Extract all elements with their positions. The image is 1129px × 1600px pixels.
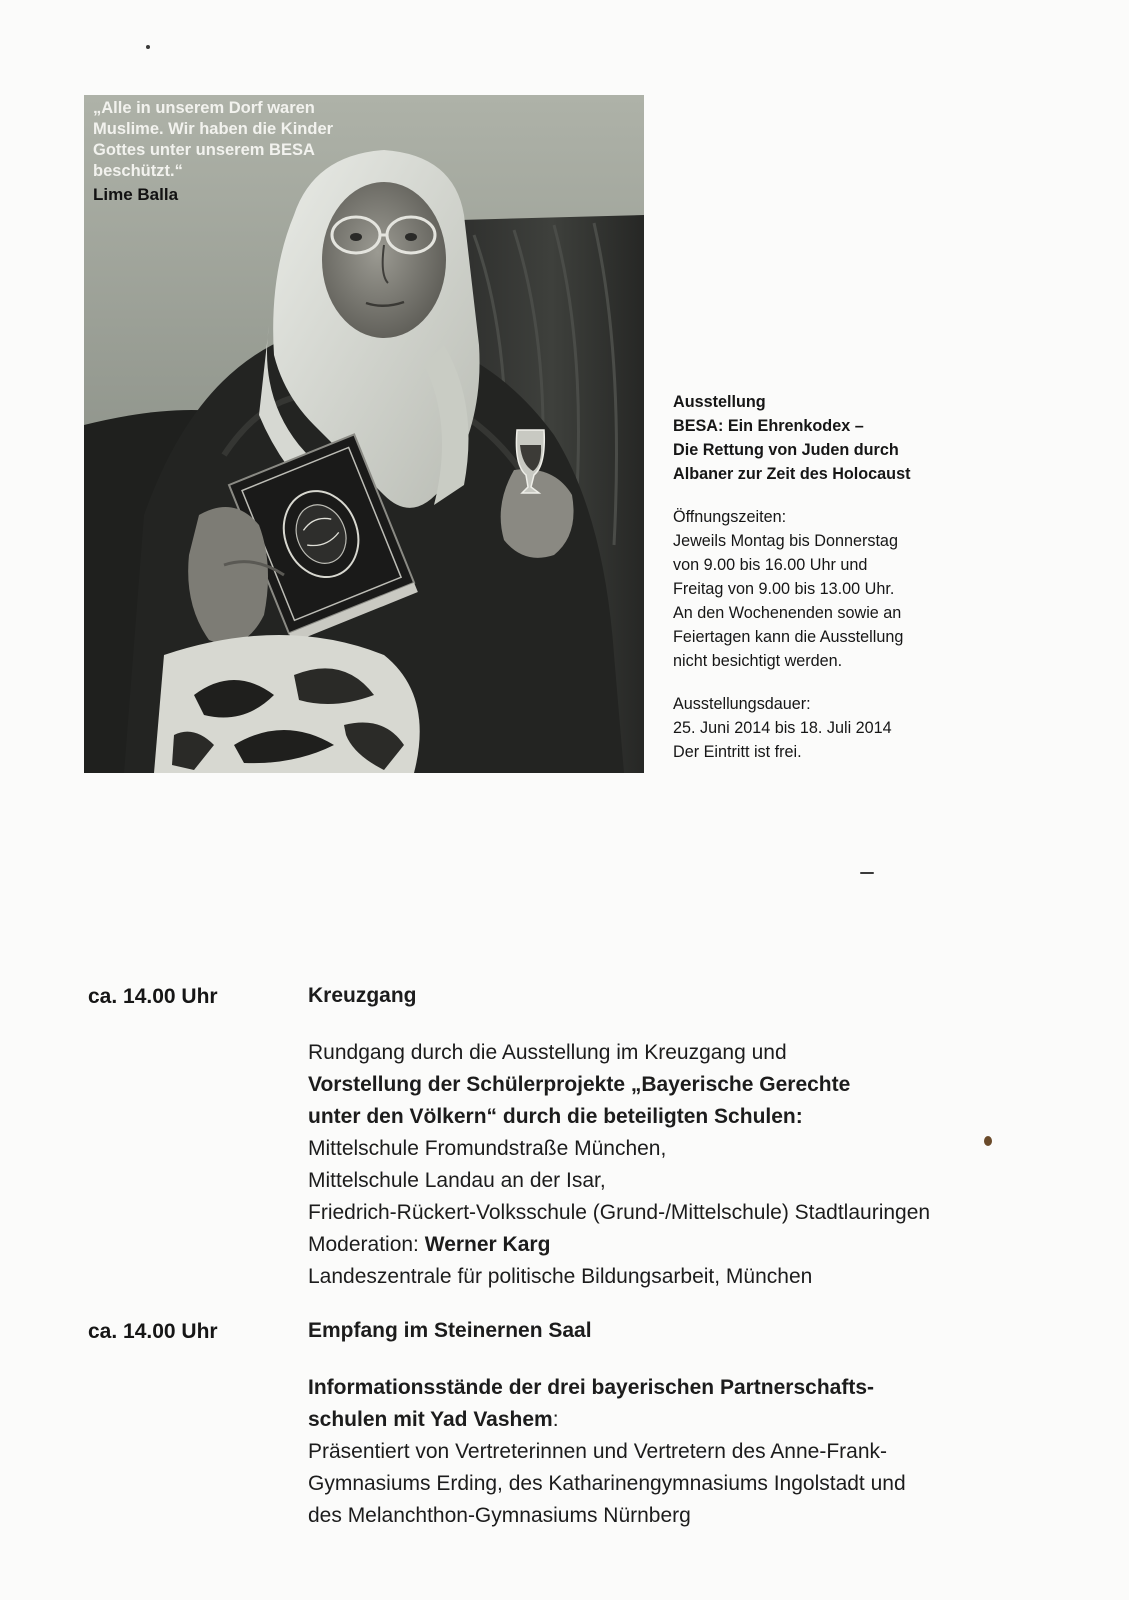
program-school-1: Mittelschule Fromundstraße München, xyxy=(308,1137,667,1160)
program-school-3: Friedrich-Rückert-Volksschule (Grund-/Mittelschule) Stadtlauringen xyxy=(308,1201,931,1224)
moderation-label: Moderation: xyxy=(308,1233,419,1256)
scan-speck xyxy=(146,45,150,49)
moderator-name: Werner Karg xyxy=(424,1233,551,1256)
exhibition-duration: Ausstellungsdauer: 25. Juni 2014 bis 18. Juli 2014 Der Eintritt ist frei. xyxy=(673,695,892,761)
exhibition-title: Ausstellung BESA: Ein Ehrenkodex – Die Rettung von Juden durch Albaner zur Zeit des Holocaust xyxy=(673,393,911,483)
program-heading-2 xyxy=(308,1315,1098,1347)
program-details-2 xyxy=(308,1372,1098,1532)
program-projects-line-2: unter den Völkern“ durch die beteiligten Schulen: xyxy=(308,1105,803,1128)
program-intro: Rundgang durch die Ausstellung im Kreuzgang und xyxy=(308,1041,787,1064)
program-presenters-2: Gymnasiums Erding, des Katharinengymnasiums Ingolstadt und xyxy=(308,1472,906,1495)
program-info-line-2-text: schulen mit Yad Vashem xyxy=(308,1408,553,1431)
program-info-line-2 xyxy=(308,1404,1098,1436)
scan-speck xyxy=(860,872,874,874)
program-info-line-1: Informationsstände der drei bayerischen Partnerschafts- xyxy=(308,1376,875,1399)
program-time-1: ca. 14.00 Uhr xyxy=(88,985,218,1008)
program-projects-line-1: Vorstellung der Schülerprojekte „Bayerische Gerechte xyxy=(308,1073,851,1096)
moderator-organization: Landeszentrale für politische Bildungsarbeit, München xyxy=(308,1265,813,1288)
program-heading-empfang: Empfang im Steinernen Saal xyxy=(308,1319,592,1342)
program-heading-kreuzgang: Kreuzgang xyxy=(308,984,417,1007)
program-school-2: Mittelschule Landau an der Isar, xyxy=(308,1169,606,1192)
photo-quote-author: Lime Balla xyxy=(93,185,179,204)
program-presenters-1: Präsentiert von Vertreterinnen und Vertretern des Anne-Frank- xyxy=(308,1440,887,1463)
program-moderation xyxy=(308,1229,1098,1261)
program-time-2: ca. 14.00 Uhr xyxy=(88,1320,218,1343)
program-presenters-3: des Melanchthon-Gymnasiums Nürnberg xyxy=(308,1504,691,1527)
exhibition-info xyxy=(673,390,1093,764)
photo-quote: „Alle in unserem Dorf waren Muslime. Wir haben die Kinder Gottes unter unserem BESA beschützt.“ xyxy=(93,99,334,180)
program-info-colon: : xyxy=(552,1408,559,1431)
opening-hours: Öffnungszeiten: Jeweils Montag bis Donnerstag von 9.00 bis 16.00 Uhr und Freitag von 9.00 bis 13.00 Uhr. An den Wochenenden sowie an Feiertagen kann die Ausstellung nicht besichtigt werden. xyxy=(673,508,904,670)
program-details-1 xyxy=(308,1037,1098,1293)
photo-quote-block xyxy=(93,98,413,205)
program-heading-1 xyxy=(308,980,1098,1012)
